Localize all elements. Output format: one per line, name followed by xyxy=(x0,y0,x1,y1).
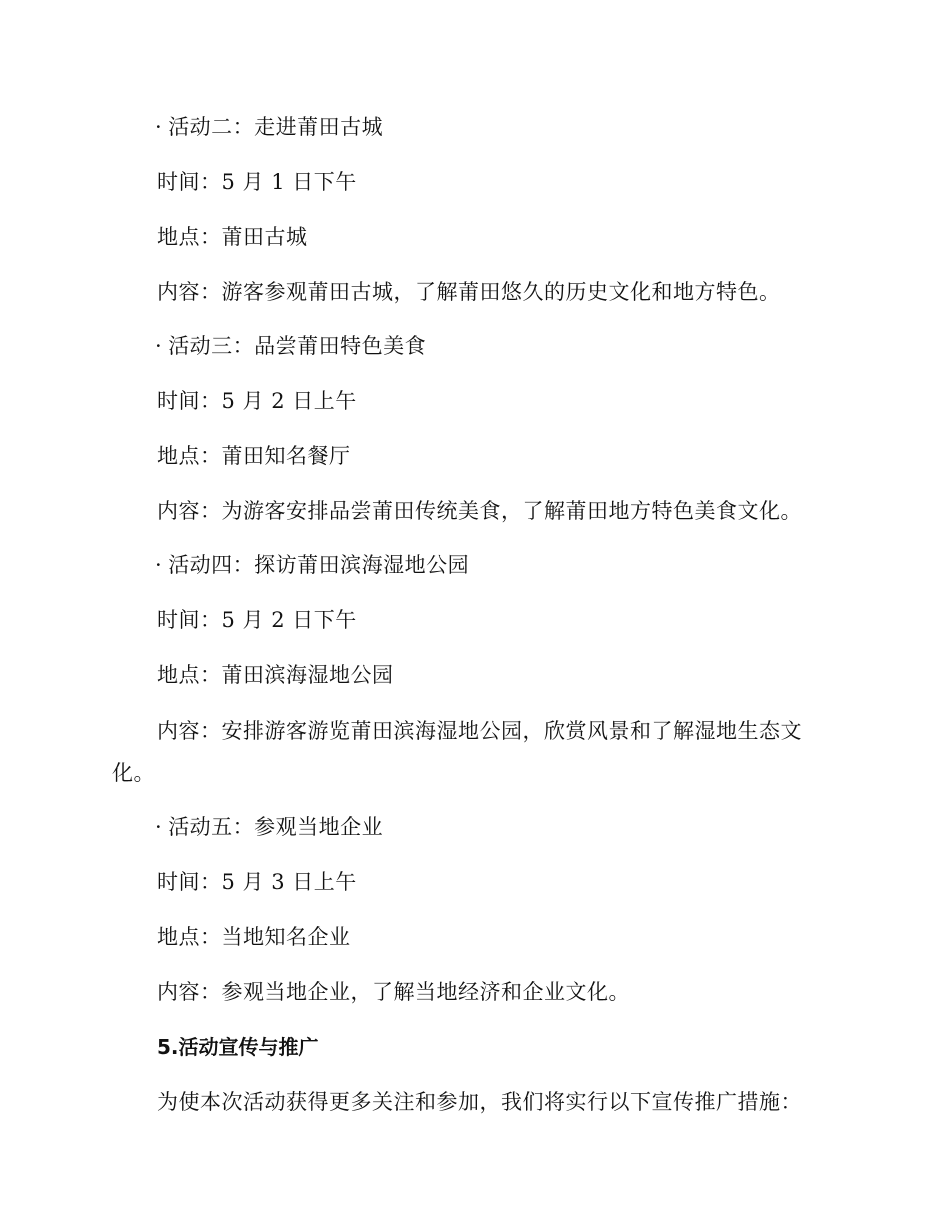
activity-4-title: · 活动四：探访莆田滨海湿地公园 xyxy=(155,550,469,580)
activity-4-content: 内容：安排游客游览莆田滨海湿地公园，欣赏风景和了解湿地生态文化。 xyxy=(112,719,802,785)
activity-3-place: 地点：莆田知名餐厅 xyxy=(157,444,351,468)
activity-3-content: 内容：为游客安排品尝莆田传统美食，了解莆田地方特色美食文化。 xyxy=(157,499,802,523)
section-intro: 为使本次活动获得更多关注和参加，我们将实行以下宣传推广措施： xyxy=(157,1090,802,1114)
activity-3-time: 时间：5 月 2 日上午 xyxy=(157,389,357,413)
bullet-icon: · xyxy=(155,815,163,839)
activity-4-time: 时间：5 月 2 日下午 xyxy=(157,608,357,632)
bullet-icon: · xyxy=(155,115,163,139)
activity-4-place: 地点：莆田滨海湿地公园 xyxy=(157,663,394,687)
activity-5-content: 内容：参观当地企业，了解当地经济和企业文化。 xyxy=(157,980,630,1004)
activity-2-time: 时间：5 月 1 日下午 xyxy=(157,170,357,194)
activity-5-time: 时间：5 月 3 日上午 xyxy=(157,870,357,894)
bullet-icon: · xyxy=(155,553,163,577)
activity-2-content: 内容：游客参观莆田古城，了解莆田悠久的历史文化和地方特色。 xyxy=(157,280,781,304)
activity-3-title: · 活动三：品尝莆田特色美食 xyxy=(155,331,426,361)
activity-2-place: 地点：莆田古城 xyxy=(157,225,308,249)
section-heading: 5.活动宣传与推广 xyxy=(157,1035,319,1059)
bullet-icon: · xyxy=(155,334,163,358)
activity-5-place: 地点：当地知名企业 xyxy=(157,925,351,949)
activity-5-title: · 活动五：参观当地企业 xyxy=(155,812,383,842)
activity-2-title: · 活动二：走进莆田古城 xyxy=(155,112,383,142)
